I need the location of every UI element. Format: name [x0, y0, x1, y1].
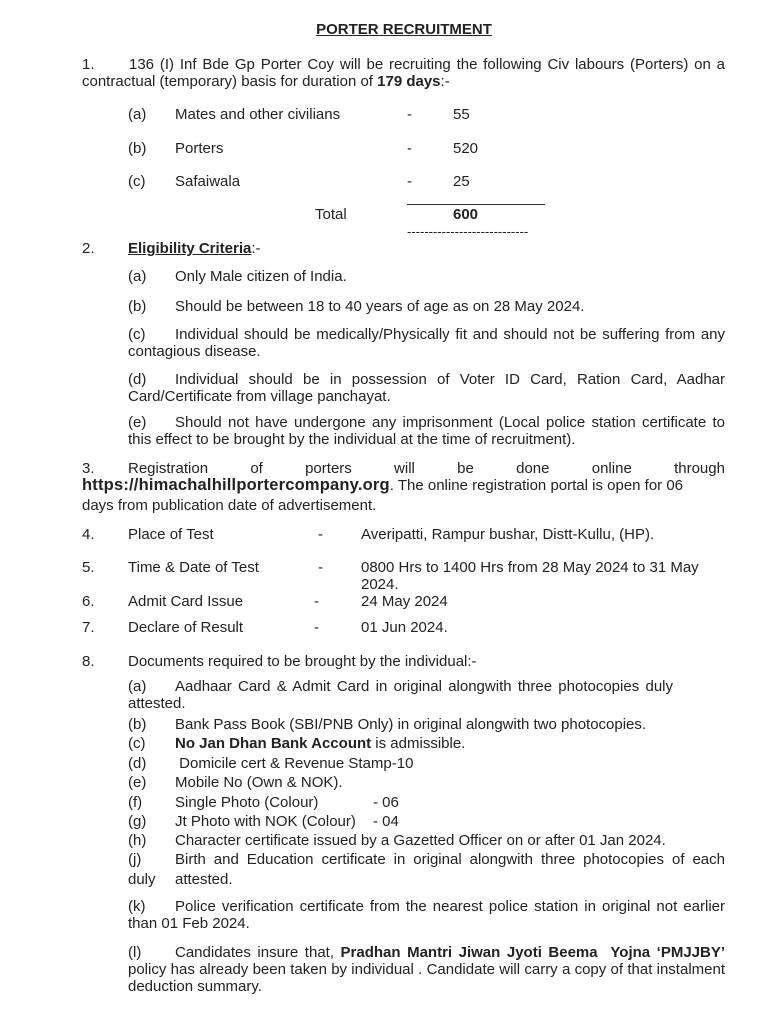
doc-text [175, 735, 465, 752]
doc-text: Police verification certificate from the nearest police station in original not earlier than 01 Feb 2024. [128, 898, 725, 932]
para-3-word: Registration [128, 460, 209, 477]
p1-item-label: Porters [175, 140, 224, 157]
eligibility-heading [128, 240, 261, 257]
para-2-number: 2. [82, 240, 95, 257]
p1-item-label: Mates and other civilians [175, 106, 341, 123]
p1-item-dash: - [407, 140, 412, 157]
p2-item-letter: (b) [128, 298, 147, 315]
doc-text-a: Candidates insure that, [175, 944, 341, 961]
schedule-number: 6. [82, 593, 95, 610]
doc-text: Single Photo (Colour) [175, 794, 319, 811]
p1-item-dash: - [407, 173, 412, 190]
para-1-text-b: :- [440, 73, 450, 90]
doc-text-cont: attested. [175, 871, 233, 888]
para-1-number: 1. [82, 56, 95, 73]
schedule-value: 01 Jun 2024. [361, 619, 448, 636]
doc-text: Mobile No (Own & NOK). [175, 774, 343, 791]
para-3-word: online [591, 460, 632, 477]
para-3-word: done [516, 460, 550, 477]
total-dashes: ---------------------------- [407, 224, 529, 239]
p1-item-value: 55 [453, 106, 470, 123]
para-3-word: porters [305, 460, 352, 477]
doc-text: Aadhaar Card & Admit Card in original alongwith three photocopies duly attested. [128, 678, 673, 712]
para-1-duration: 179 days [377, 73, 441, 90]
para-8-intro: Documents required to be brought by the individual:- [128, 653, 477, 670]
para-3-line-3: days from publication date of advertisement. [82, 497, 377, 514]
doc-qty: - 04 [373, 813, 399, 830]
doc-letter: (e) [128, 774, 147, 791]
doc-letter: (d) [128, 755, 147, 772]
p1-item-letter: (c) [128, 173, 146, 190]
p2-item-text: Individual should be in possession of Voter ID Card, Ration Card, Aadhar Card/Certificate from village panchayat. [128, 371, 725, 405]
p1-item-letter: (a) [128, 106, 147, 123]
para-3-text-after: . The online registration portal is open for 06 [389, 477, 684, 494]
p1-item-value: 520 [453, 140, 479, 157]
schedule-number: 7. [82, 619, 95, 636]
doc-text: Bank Pass Book (SBI/PNB Only) in original alongwith two photocopies. [175, 716, 647, 733]
doc-text [128, 944, 725, 995]
para-3-word: through [674, 460, 725, 477]
doc-text: Jt Photo with NOK (Colour) [175, 813, 356, 830]
p1-item-label: Safaiwala [175, 173, 241, 190]
doc-letter: (k) [128, 898, 146, 915]
doc-text-cont: duly [128, 871, 156, 888]
eligibility-heading-text: Eligibility Criteria [128, 240, 252, 257]
doc-letter: (c) [128, 735, 146, 752]
para-1-text [82, 56, 725, 90]
schedule-value-cont: 2024. [361, 576, 399, 593]
doc-letter: (f) [128, 794, 143, 811]
doc-text: Domicile cert & Revenue Stamp-10 [175, 755, 414, 772]
para-3-number: 3. [82, 460, 95, 477]
para-3-line-2 [82, 477, 683, 494]
schedule-dash: - [318, 526, 323, 543]
total-rule [407, 204, 545, 205]
registration-url-link[interactable]: https://himachalhillportercompany.org [82, 476, 390, 494]
doc-text: Character certificate issued by a Gazetted Officer on or after 01 Jan 2024. [175, 832, 666, 849]
doc-letter: (b) [128, 716, 147, 733]
doc-letter: (l) [128, 944, 142, 961]
p2-item-letter: (e) [128, 414, 147, 431]
eligibility-heading-suffix: :- [251, 240, 261, 257]
para-8-number: 8. [82, 653, 95, 670]
schedule-label: Declare of Result [128, 619, 244, 636]
doc-text-bold: No Jan Dhan Bank Account [175, 735, 372, 752]
p2-item-letter: (c) [128, 326, 146, 343]
schedule-value: Averipatti, Rampur bushar, Distt-Kullu, (HP). [361, 526, 655, 543]
p2-item-text: Should not have undergone any imprisonment (Local police station certificate to this effect to be brought by the individual at the time of recruitment). [128, 414, 725, 448]
schedule-label: Place of Test [128, 526, 214, 543]
p2-item-text: Individual should be medically/Physically fit and should not be suffering from any contagious disease. [128, 326, 725, 360]
schedule-dash: - [314, 593, 319, 610]
p1-item-value: 25 [453, 173, 470, 190]
total-value: 600 [453, 206, 479, 223]
p2-item-text: Should be between 18 to 40 years of age as on 28 May 2024. [175, 298, 585, 315]
schedule-number: 5. [82, 559, 95, 576]
doc-text: Birth and Education certificate in original alongwith three photocopies of each [175, 851, 725, 868]
para-3-word: be [457, 460, 474, 477]
schedule-value: 0800 Hrs to 1400 Hrs from 28 May 2024 to 31 May [361, 559, 699, 576]
p1-item-letter: (b) [128, 140, 147, 157]
schedule-number: 4. [82, 526, 95, 543]
schedule-value: 24 May 2024 [361, 593, 448, 610]
para-3-line-1 [128, 460, 725, 477]
para-3-word: will [394, 460, 415, 477]
doc-letter: (g) [128, 813, 147, 830]
doc-letter: (j) [128, 851, 142, 868]
schedule-dash: - [318, 559, 323, 576]
total-label: Total [315, 206, 347, 223]
p2-item-text: Only Male citizen of India. [175, 268, 347, 285]
p1-item-dash: - [407, 106, 412, 123]
para-3-word: of [250, 460, 263, 477]
doc-letter: (a) [128, 678, 147, 695]
doc-letter: (h) [128, 832, 147, 849]
schedule-label: Admit Card Issue [128, 593, 244, 610]
para-1-text-a: 136 (I) Inf Bde Gp Porter Coy will be recruiting the following Civ labours (Porters) on a contractual (temporary) basis for duration of [82, 56, 725, 90]
doc-text-bold: Pradhan Mantri Jiwan Jyoti Beema Yojna ‘PMJJBY’ [340, 944, 726, 961]
page-title: PORTER RECRUITMENT [316, 21, 492, 38]
doc-qty: - 06 [373, 794, 399, 811]
schedule-label: Time & Date of Test [128, 559, 259, 576]
schedule-dash: - [314, 619, 319, 636]
doc-text-rest: is admissible. [371, 735, 466, 752]
p2-item-letter: (d) [128, 371, 147, 388]
p2-item-letter: (a) [128, 268, 147, 285]
doc-text-b: policy has already been taken by individual . Candidate will carry a copy of that instalment deduction summary. [128, 961, 725, 995]
